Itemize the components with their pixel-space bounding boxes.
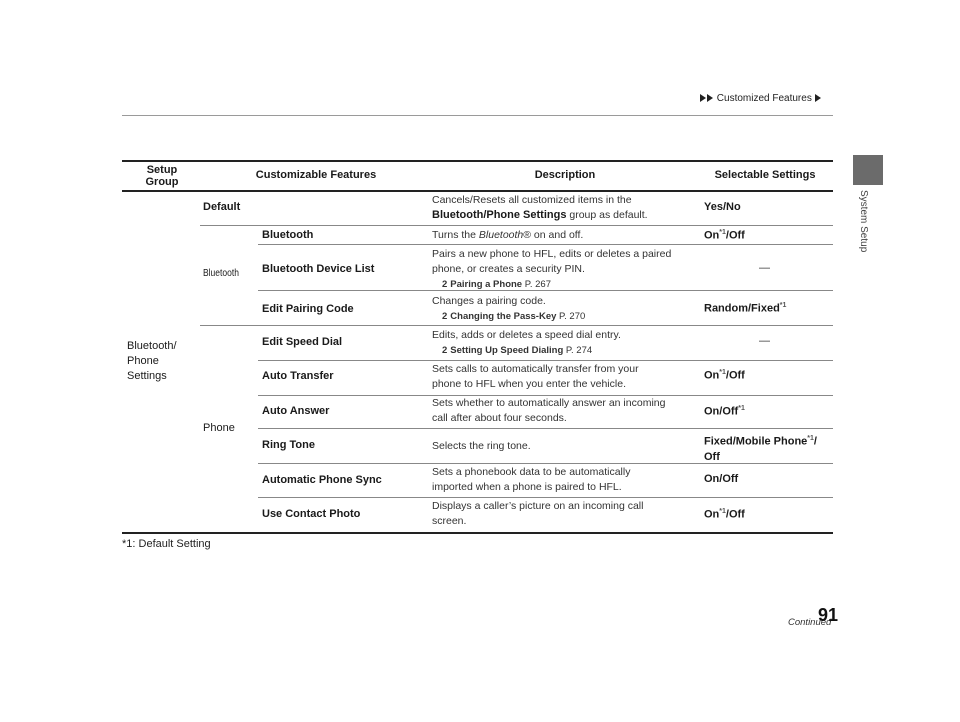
setting-ring-tone: Fixed/Mobile Phone$^{*1}$/ Off bbox=[704, 435, 817, 463]
row-divider bbox=[258, 497, 833, 498]
breadcrumb-label: Customized Features bbox=[716, 93, 812, 104]
reference-arrow-icon: 2 bbox=[442, 345, 448, 356]
section-tab bbox=[853, 155, 883, 185]
setting-auto-transfer: On$^{*1}$/Off bbox=[704, 369, 745, 382]
row-divider bbox=[258, 360, 833, 361]
cross-reference[interactable]: 2 Setting Up Speed Dialing P. 274 bbox=[442, 345, 593, 356]
setting-use-contact-photo: On$^{*1}$/Off bbox=[704, 508, 745, 521]
row-divider bbox=[258, 428, 833, 429]
desc-edit-pairing-code: Changes a pairing code. 2 Changing the Pass-Key P. 270 bbox=[432, 295, 586, 322]
setting-automatic-phone-sync: On/Off bbox=[704, 473, 739, 485]
breadcrumb-arrow-icon bbox=[707, 94, 713, 102]
table-top-rule bbox=[122, 160, 833, 162]
setting-bluetooth: On$^{*1}$/Off bbox=[704, 229, 745, 242]
subgroup-phone: Phone bbox=[203, 422, 235, 434]
row-divider bbox=[200, 325, 833, 326]
feature-edit-speed-dial: Edit Speed Dial bbox=[262, 336, 343, 348]
breadcrumb bbox=[700, 93, 822, 104]
cross-reference[interactable]: 2 Changing the Pass-Key P. 270 bbox=[442, 311, 586, 322]
row-divider bbox=[200, 225, 833, 226]
breadcrumb-arrow-icon bbox=[815, 94, 821, 102]
continued-label: Continued bbox=[788, 617, 832, 628]
setting-bluetooth-device-list: — bbox=[759, 262, 770, 274]
feature-bluetooth: Bluetooth bbox=[262, 229, 314, 241]
row-divider bbox=[258, 244, 833, 245]
group-label: Bluetooth/ Phone Settings bbox=[127, 340, 177, 382]
feature-use-contact-photo: Use Contact Photo bbox=[262, 508, 361, 520]
breadcrumb-arrow-icon bbox=[700, 94, 706, 102]
header-customizable-features: Customizable Features bbox=[255, 169, 377, 181]
header-setup-group: Setup Group bbox=[145, 164, 179, 188]
feature-edit-pairing-code: Edit Pairing Code bbox=[262, 303, 354, 315]
header-divider bbox=[122, 115, 833, 116]
cross-reference[interactable]: 2 Pairing a Phone P. 267 bbox=[442, 279, 551, 290]
feature-automatic-phone-sync: Automatic Phone Sync bbox=[262, 474, 382, 486]
desc-auto-transfer: Sets calls to automatically transfer from your phone to HFL when you enter the vehicle. bbox=[432, 363, 639, 390]
desc-bluetooth: Turns the Bluetooth® on and off. bbox=[432, 229, 584, 241]
feature-default: Default bbox=[203, 201, 241, 213]
reference-arrow-icon: 2 bbox=[442, 311, 448, 322]
reference-arrow-icon: 2 bbox=[442, 279, 448, 290]
header-description: Description bbox=[534, 169, 596, 181]
feature-auto-transfer: Auto Transfer bbox=[262, 370, 334, 382]
header-selectable-settings: Selectable Settings bbox=[714, 169, 816, 181]
table-bottom-rule bbox=[122, 532, 833, 534]
setting-auto-answer: On/Off$^{*1}$ bbox=[704, 405, 745, 418]
section-label: System Setup bbox=[858, 190, 869, 253]
desc-default: Cancels/Resets all customized items in the Bluetooth/Phone Settings group as default. bbox=[432, 194, 648, 221]
feature-ring-tone: Ring Tone bbox=[262, 439, 315, 451]
desc-automatic-phone-sync: Sets a phonebook data to be automatically imported when a phone is paired to HFL. bbox=[432, 466, 631, 493]
feature-auto-answer: Auto Answer bbox=[262, 405, 330, 417]
header-bottom-rule bbox=[122, 190, 833, 192]
subgroup-bluetooth: Bluetooth bbox=[203, 268, 239, 279]
desc-ring-tone: Selects the ring tone. bbox=[432, 440, 531, 452]
feature-bluetooth-device-list: Bluetooth Device List bbox=[262, 263, 375, 275]
page-number: 91 bbox=[818, 605, 839, 625]
setting-default: Yes/No bbox=[704, 201, 741, 213]
desc-bluetooth-device-list: Pairs a new phone to HFL, edits or deletes a paired phone, or creates a security PIN. 2 Pairing a Phone P. 267 bbox=[432, 248, 672, 290]
desc-edit-speed-dial: Edits, adds or deletes a speed dial entry. 2 Setting Up Speed Dialing P. 274 bbox=[432, 329, 621, 356]
setting-edit-pairing-code: Random/Fixed$^{*1}$ bbox=[704, 302, 787, 315]
footnote: *1: Default Setting bbox=[122, 538, 211, 550]
desc-auto-answer: Sets whether to automatically answer an incoming call after about four seconds. bbox=[432, 397, 666, 424]
setting-edit-speed-dial: — bbox=[759, 335, 770, 347]
desc-use-contact-photo: Displays a caller’s picture on an incoming call screen. bbox=[432, 500, 644, 527]
